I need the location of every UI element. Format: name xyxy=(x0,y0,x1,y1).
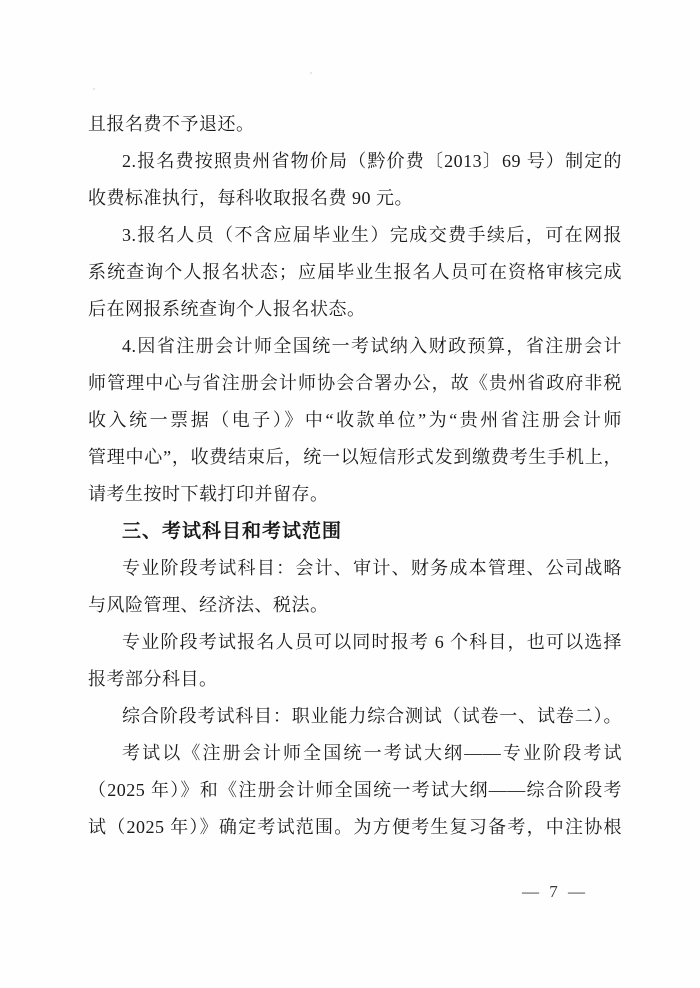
document-line: 收入统一票据（电子）》中“收款单位”为“贵州省注册会计师 xyxy=(88,410,622,430)
document-line: 综合阶段考试科目：职业能力综合测试（试卷一、试卷二）。 xyxy=(122,706,622,726)
document-text-block xyxy=(88,106,622,846)
document-line: 请考生按时下载打印并留存。 xyxy=(88,484,329,504)
document-line: 4.因省注册会计师全国统一考试纳入财政预算，省注册会计 xyxy=(122,336,622,356)
document-line: 报考部分科目。 xyxy=(88,669,218,689)
document-line: 3.报名人员（不含应届毕业生）完成交费手续后，可在网报 xyxy=(122,225,622,245)
document-line: 师管理中心与省注册会计师协会合署办公，故《贵州省政府非税 xyxy=(88,373,622,393)
document-line: （2025 年）》和《注册会计师全国统一考试大纲——综合阶段考 xyxy=(88,780,622,800)
document-line: 考试以《注册会计师全国统一考试大纲——专业阶段考试 xyxy=(122,743,622,763)
page-number: — 7 — xyxy=(522,882,588,901)
section-heading: 三、考试科目和考试范围 xyxy=(122,520,343,542)
document-line: 专业阶段考试科目：会计、审计、财务成本管理、公司战略 xyxy=(122,558,622,578)
document-line: 试（2025 年）》确定考试范围。为方便考生复习备考，中注协根 xyxy=(88,817,622,837)
document-line: 收费标准执行，每科收取报名费 90 元。 xyxy=(88,188,413,208)
document-line: 管理中心”，收费结束后，统一以短信形式发到缴费考生手机上， xyxy=(88,447,622,467)
scan-speck xyxy=(310,72,312,74)
document-line: 专业阶段考试报名人员可以同时报考 6 个科目，也可以选择 xyxy=(122,632,622,652)
document-line: 与风险管理、经济法、税法。 xyxy=(88,595,329,615)
document-line: 且报名费不予退还。 xyxy=(88,114,255,134)
document-line: 后在网报系统查询个人报名状态。 xyxy=(88,299,366,319)
scan-speck xyxy=(93,88,95,90)
document-line: 2.报名费按照贵州省物价局（黔价费〔2013〕69 号）制定的 xyxy=(122,151,622,171)
document-line: 系统查询个人报名状态；应届毕业生报名人员可在资格审核完成 xyxy=(88,262,622,282)
